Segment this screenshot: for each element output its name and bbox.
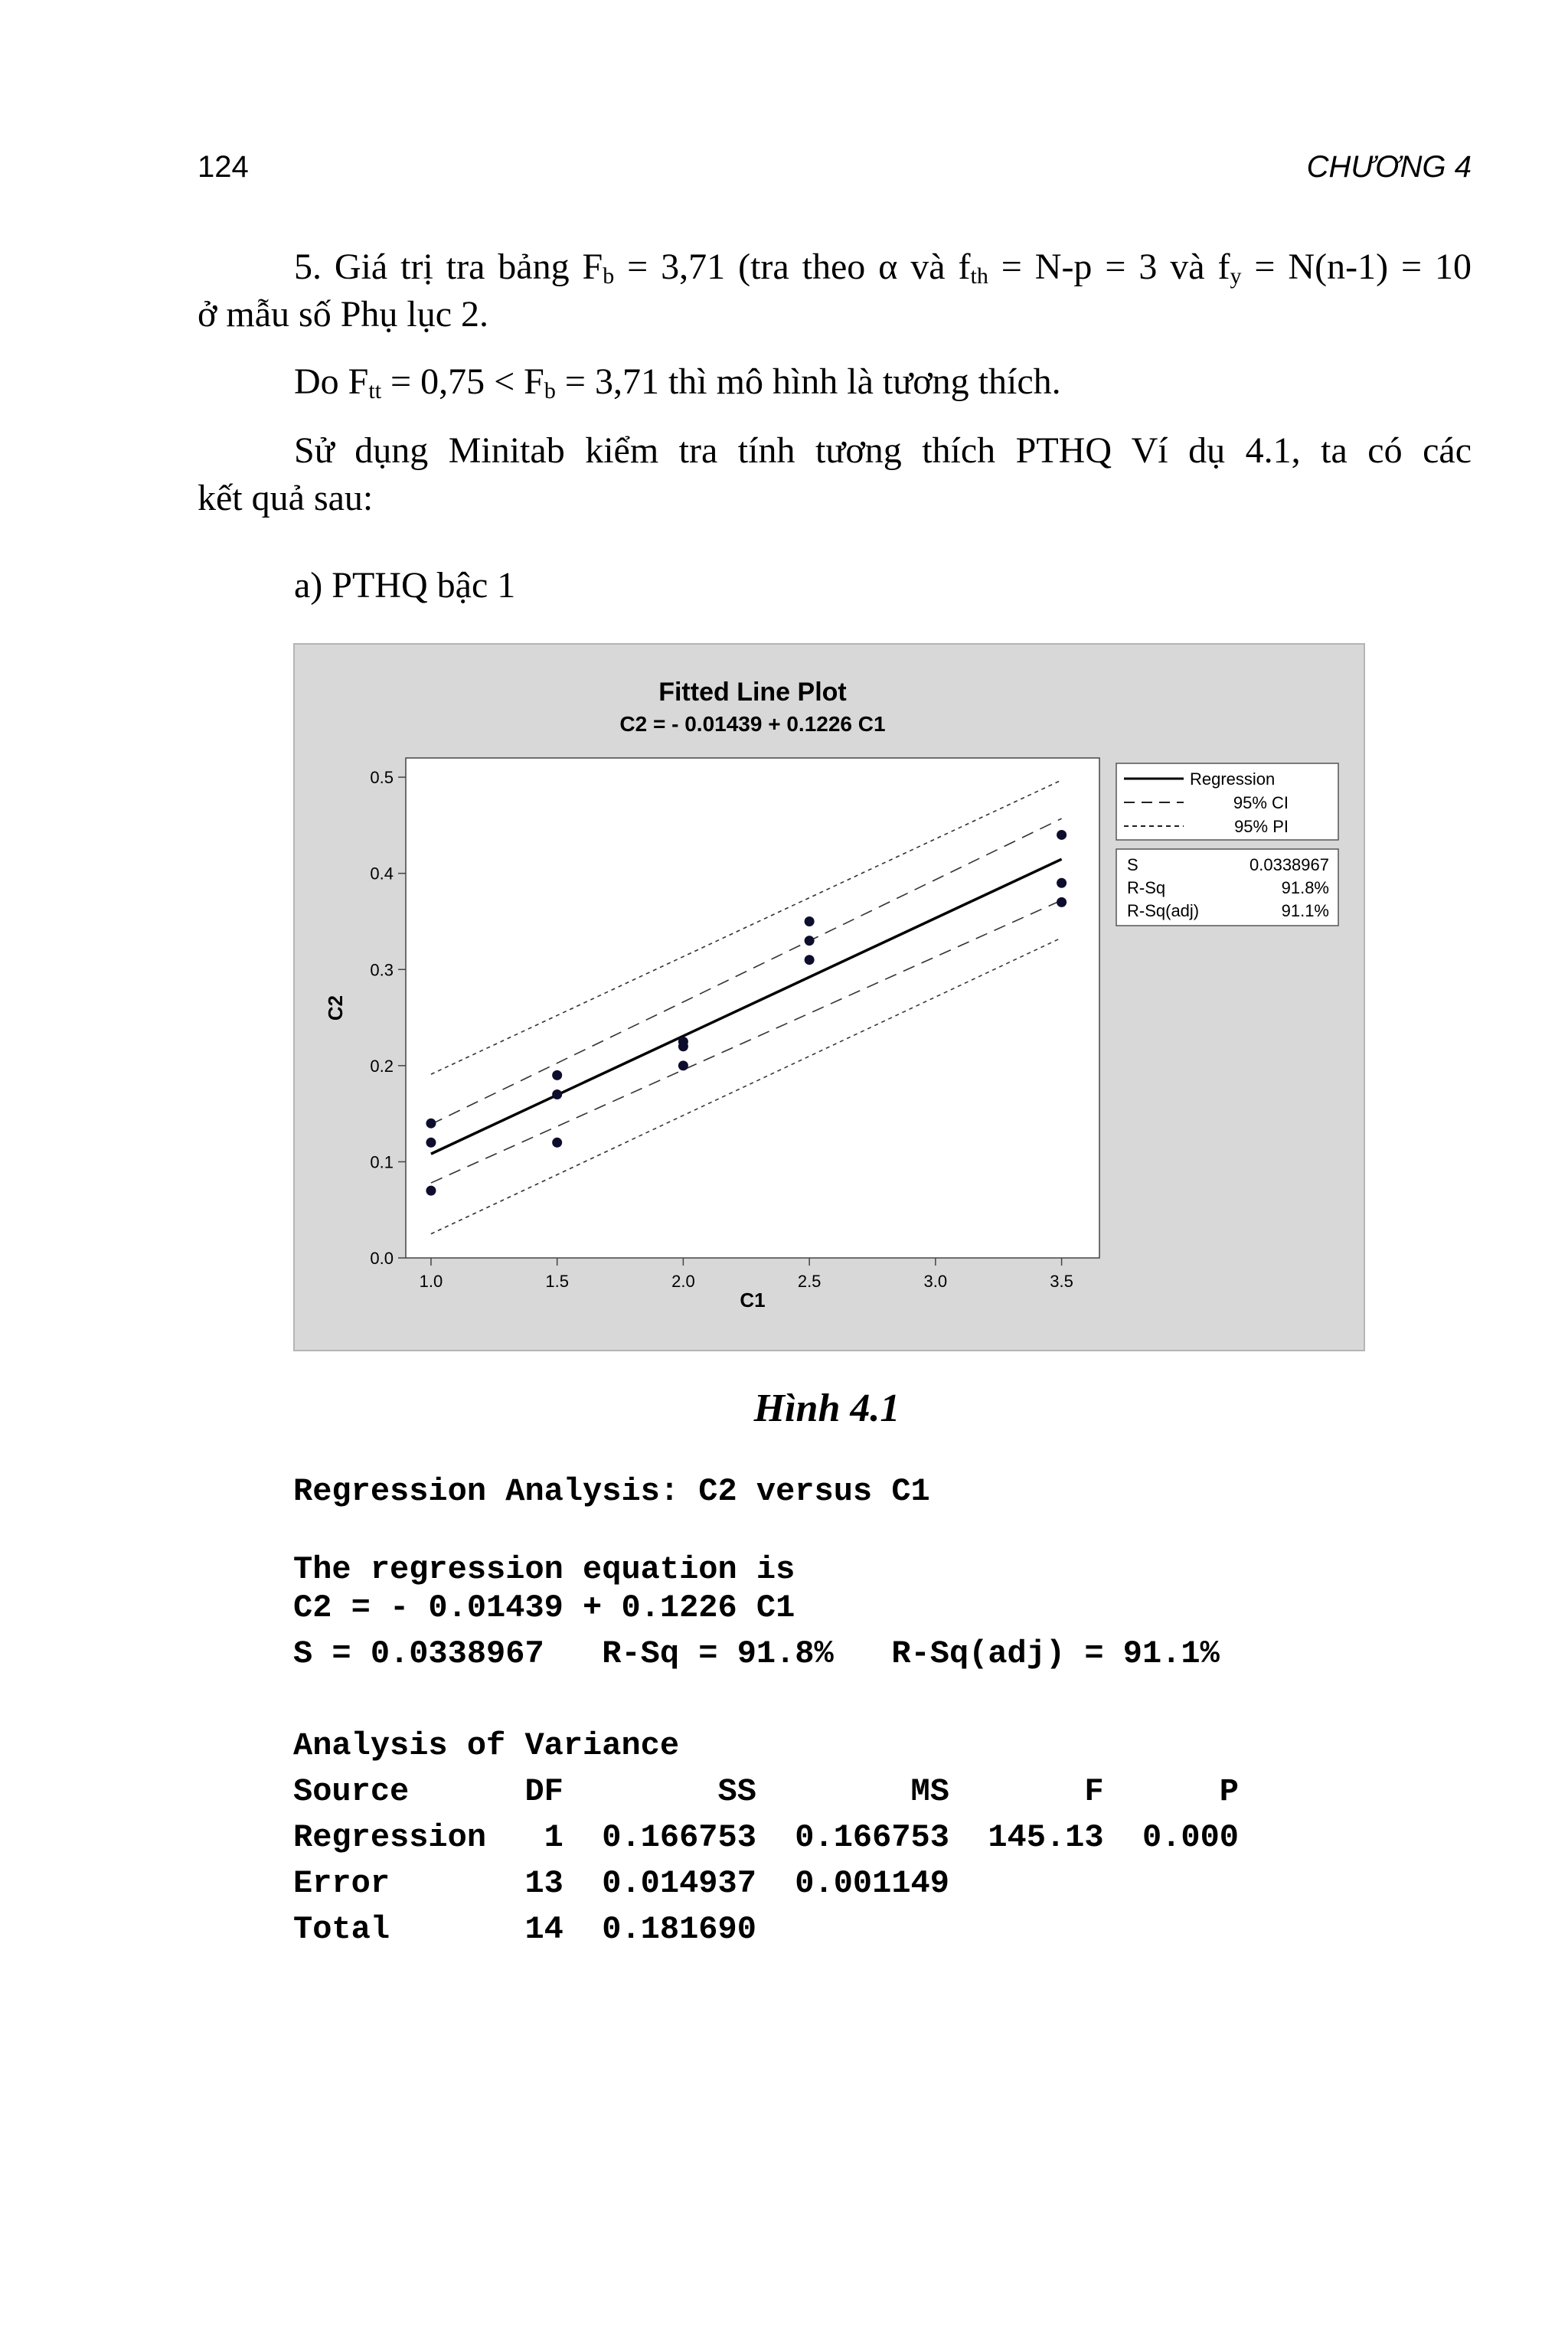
x-tick-label: 2.0 <box>671 1272 695 1291</box>
y-tick-label: 0.5 <box>370 768 394 788</box>
output-fit-stats: S = 0.0338967 R-Sq = 91.8% R-Sq(adj) = 91.1% <box>293 1635 1220 1672</box>
plot-area <box>406 758 1099 1258</box>
anova-header-row: Source DF SS MS F P <box>293 1773 1240 1810</box>
stats-value: 0.0338967 <box>1250 855 1329 874</box>
stats-label: R-Sq(adj) <box>1127 901 1200 920</box>
x-tick-label: 1.5 <box>545 1272 569 1291</box>
paragraph-conclusion: Do $F_{tt} = 0,75 < F_b = 3,71$ thì mô hình là tương thích. <box>294 361 1061 403</box>
stats-label: R-Sq <box>1127 878 1166 897</box>
data-point <box>805 936 815 946</box>
stats-value: 91.1% <box>1281 901 1329 920</box>
y-axis-label: C2 <box>324 995 347 1021</box>
data-point <box>426 1138 436 1148</box>
data-point <box>678 1060 688 1070</box>
x-tick-label: 3.0 <box>923 1272 948 1291</box>
output-equation-intro: The regression equation is <box>293 1551 795 1588</box>
data-point <box>426 1119 436 1129</box>
fitted-line-plot-figure <box>293 643 1365 1351</box>
anova-row-error: Error 13 0.014937 0.001149 <box>293 1865 949 1902</box>
data-point <box>552 1138 562 1148</box>
paragraph-ftable-line2: ở mẫu số Phụ lục 2. <box>198 294 489 335</box>
section-label: a) PTHQ bậc 1 <box>294 565 516 606</box>
legend-entry-label: Regression <box>1190 769 1276 789</box>
anova-title: Analysis of Variance <box>293 1727 680 1764</box>
figure-caption: Hình 4.1 <box>753 1387 900 1430</box>
anova-row-regression: Regression 1 0.166753 0.166753 145.13 0.000 <box>293 1819 1240 1856</box>
y-tick-label: 0.3 <box>370 960 394 980</box>
data-point <box>678 1041 688 1051</box>
data-point <box>552 1070 562 1080</box>
chart-subtitle: C2 = - 0.01439 + 0.1226 C1 <box>619 712 886 736</box>
x-tick-label: 1.0 <box>419 1272 443 1291</box>
paragraph-minitab-line1: Sử dụng Minitab kiểm tra tính tương thích PTHQ Ví dụ 4.1, ta có các <box>294 430 1472 471</box>
data-point <box>1057 878 1067 888</box>
chart-title: Fitted Line Plot <box>658 678 847 707</box>
data-point <box>1057 830 1067 840</box>
stats-label: S <box>1127 855 1138 874</box>
fitted-line-plot-chart <box>295 645 1364 1350</box>
legend-entry-label: 95% PI <box>1234 817 1289 836</box>
paragraph-ftable-line1: 5. Giá trị tra bảng $F_b = 3,71$ (tra theo α và $f_{th} = N-p = 3$ và $f_y = N(n-1) = 10$ <box>294 247 1472 289</box>
x-axis-label: C1 <box>740 1289 766 1312</box>
data-point <box>1057 897 1067 907</box>
stats-value: 91.8% <box>1281 878 1329 897</box>
x-tick-label: 2.5 <box>797 1272 822 1291</box>
y-tick-label: 0.2 <box>370 1056 394 1076</box>
data-point <box>426 1186 436 1196</box>
x-tick-label: 3.5 <box>1050 1272 1073 1291</box>
y-tick-label: 0.0 <box>370 1249 394 1268</box>
anova-row-total: Total 14 0.181690 <box>293 1911 756 1948</box>
chapter-header: CHƯƠNG 4 <box>1306 150 1472 184</box>
data-point <box>805 955 815 965</box>
y-tick-label: 0.4 <box>370 864 394 884</box>
paragraph-minitab-line2: kết quả sau: <box>198 478 374 518</box>
output-heading: Regression Analysis: C2 versus C1 <box>293 1473 930 1510</box>
page-number: 124 <box>198 150 249 184</box>
data-point <box>552 1089 562 1099</box>
y-tick-label: 0.1 <box>370 1152 394 1172</box>
output-equation: C2 = - 0.01439 + 0.1226 C1 <box>293 1589 795 1626</box>
data-point <box>805 916 815 926</box>
legend-entry-label: 95% CI <box>1233 793 1289 812</box>
